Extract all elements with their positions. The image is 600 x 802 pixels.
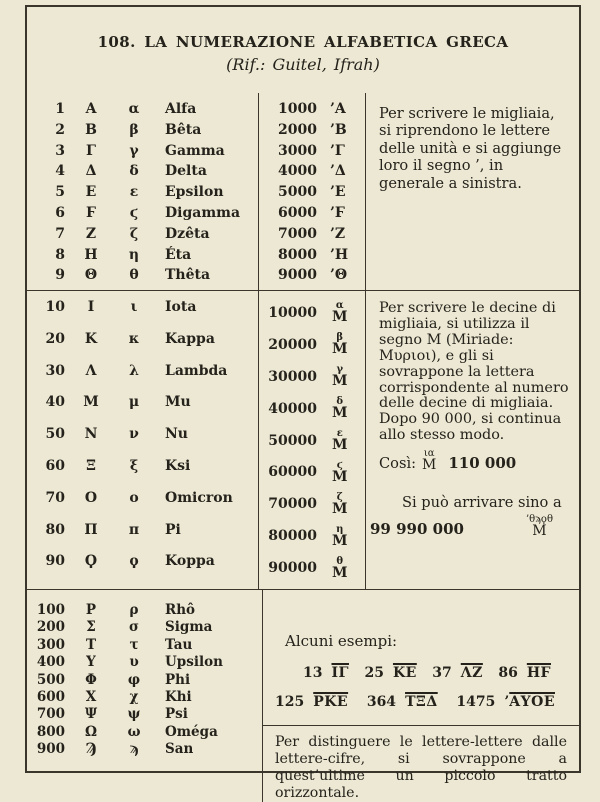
greek-letter-name: Nu (165, 426, 188, 443)
greek-uppercase: Κ (84, 330, 98, 347)
greek-lowercase: β (129, 121, 139, 138)
greek-letter-name: Gamma (165, 142, 225, 159)
greek-uppercase: Τ (85, 636, 97, 653)
number-value: 7 (55, 225, 65, 242)
table-row (27, 226, 258, 247)
table-row (27, 267, 258, 288)
myriads-column (258, 291, 365, 589)
greek-lowercase: α (128, 101, 140, 117)
greek-lowercase: μ (128, 394, 140, 411)
thousand-value: 8000 (278, 246, 317, 263)
greek-lowercase: ν (129, 426, 139, 443)
greek-uppercase: Χ (85, 688, 97, 705)
number-value: 500 (36, 671, 65, 688)
number-value: 900 (36, 741, 65, 758)
limit-base-letter: M (532, 523, 547, 540)
greek-lowercase: ζ (129, 225, 139, 242)
myriad-example (366, 449, 579, 472)
thousand-symbol: ’Ϝ (330, 204, 345, 221)
example-number: 25 (364, 665, 384, 681)
units-note-text: Per scrivere le migliaia, si riprendono le lettere delle unità e si aggiunge loro il segno ’, in generale a sinistra. (379, 105, 562, 192)
greek-letter-name: Upsilon (165, 654, 223, 671)
example-item (456, 694, 555, 710)
limit-value: 99 990 000 (370, 520, 464, 539)
greek-uppercase: Ρ (85, 602, 97, 618)
myriad-symbol (332, 461, 348, 484)
myriad-symbol (332, 333, 348, 356)
table-row (27, 602, 262, 619)
table-row (27, 394, 258, 426)
thousand-value: 6000 (278, 204, 317, 221)
greek-letter-name: Alfa (165, 101, 197, 117)
myriad-symbol (332, 557, 348, 580)
example-label: Così: (379, 455, 417, 473)
thousand-value: 5000 (278, 184, 317, 201)
greek-lowercase: ϛ (129, 204, 139, 221)
table-row (259, 226, 365, 247)
myriad-value: 60000 (268, 464, 317, 481)
myriad-value: 70000 (268, 496, 317, 513)
greek-lowercase: λ (129, 362, 139, 379)
example-keraia-prefix: ’ (504, 694, 510, 710)
examples-row-2 (263, 681, 579, 710)
greek-letter-name: Ksi (165, 457, 191, 474)
table-row (27, 741, 262, 758)
thousand-value: 4000 (278, 163, 317, 180)
table-row (27, 205, 258, 226)
units-note-panel (365, 93, 579, 290)
page-subtitle: (Rif.: Guitel, Ifrah) (226, 55, 380, 74)
greek-lowercase: τ (129, 636, 139, 653)
examples-heading: Alcuni esempi: (285, 632, 398, 650)
myriad-limit (366, 494, 579, 538)
number-value: 800 (36, 723, 65, 740)
example-superscript: ια (423, 448, 435, 460)
greek-lowercase: θ (129, 267, 139, 284)
greek-lowercase: φ (127, 671, 141, 688)
greek-uppercase: Ξ (86, 457, 96, 474)
example-greek-letters: ΑΥΟΕ (509, 694, 555, 710)
table-row (259, 163, 365, 184)
myriad-value: 30000 (268, 368, 317, 385)
table-row (27, 122, 258, 143)
greek-uppercase: Υ (86, 654, 96, 671)
greek-lowercase: δ (129, 163, 139, 180)
number-value: 100 (36, 602, 65, 618)
greek-uppercase: Θ (84, 267, 98, 284)
table-row (27, 522, 258, 554)
table-row (27, 672, 262, 689)
table-row (27, 619, 262, 636)
example-greek-letters: $\overline{\Lambda Z}$ (460, 665, 483, 681)
greek-uppercase: Λ (85, 362, 97, 379)
greek-letter-name: Éta (165, 246, 192, 263)
greek-letter-name: Phi (165, 671, 191, 688)
greek-lowercase: κ (128, 330, 140, 347)
table-row (27, 637, 262, 654)
greek-uppercase: Ζ (85, 225, 97, 242)
table-row (259, 184, 365, 205)
example-item (432, 665, 483, 681)
greek-letter-name: Epsilon (165, 184, 224, 201)
example-greek-letters: $\overline{KE}$ (392, 665, 417, 681)
greek-uppercase: Η (84, 246, 98, 263)
greek-lowercase: ξ (129, 457, 139, 474)
thousand-symbol: ’Ε (330, 184, 346, 201)
table-row (27, 458, 258, 490)
table-row (259, 101, 365, 122)
example-greek-letters: $\overline{PKE}$ (313, 694, 349, 710)
greek-letter-name: Rhô (165, 602, 196, 618)
limit-row (366, 515, 579, 538)
greek-letter-name: Sigma (165, 619, 213, 636)
number-value: 4 (55, 163, 65, 180)
example-number: 37 (432, 665, 452, 681)
number-value: 2 (55, 121, 65, 138)
section-tens (27, 291, 579, 590)
greek-lowercase: ω (127, 723, 141, 740)
example-greek-letters: $\overline{HϜ}$ (526, 665, 551, 681)
greek-letter-name: San (165, 741, 194, 758)
greek-letter-name: Kappa (165, 330, 215, 347)
table-row (27, 654, 262, 671)
table-row (259, 488, 365, 520)
myriad-superscript: β (336, 332, 344, 344)
greek-lowercase: γ (129, 142, 139, 159)
greek-lowercase: π (128, 521, 140, 538)
greek-uppercase: Φ (85, 671, 97, 688)
myriad-superscript: δ (336, 396, 344, 408)
myriad-value: 50000 (268, 432, 317, 449)
table-row (259, 393, 365, 425)
greek-letter-name: Bêta (165, 121, 202, 138)
example-number: 364 (366, 694, 397, 710)
thousand-value: 9000 (278, 267, 317, 284)
number-value: 20 (45, 330, 65, 347)
table-row (27, 689, 262, 706)
table-row (259, 552, 365, 584)
myriad-base-letter: M (332, 564, 348, 581)
number-value: 200 (36, 619, 65, 636)
greek-uppercase: Π (84, 521, 98, 538)
myriad-base-letter: M (332, 405, 348, 422)
units-letter-table (27, 93, 258, 290)
greek-letter-name: Koppa (165, 553, 215, 570)
table-row (259, 456, 365, 488)
greek-lowercase: ϙ (129, 553, 139, 570)
myriad-symbol (332, 429, 348, 452)
table-row (259, 205, 365, 226)
table-row (27, 299, 258, 331)
table-row (259, 297, 365, 329)
example-number: 86 (498, 665, 518, 681)
myriad-base-letter: M (332, 309, 348, 326)
table-row (259, 329, 365, 361)
number-value: 80 (45, 521, 65, 538)
greek-uppercase: Ε (85, 184, 97, 201)
number-value: 6 (55, 204, 65, 221)
greek-letter-name: Omicron (165, 489, 233, 506)
example-number: 13 (303, 665, 323, 681)
number-value: 70 (45, 489, 65, 506)
greek-uppercase: Δ (85, 163, 97, 180)
section-hundreds (27, 590, 579, 801)
table-row (27, 331, 258, 363)
greek-uppercase: Β (85, 121, 97, 138)
greek-lowercase: σ (129, 619, 139, 636)
page-header (27, 7, 579, 93)
hundreds-letter-table (27, 590, 262, 802)
greek-lowercase: υ (129, 654, 139, 671)
number-value: 5 (55, 184, 65, 201)
myriad-base-letter: M (332, 532, 348, 549)
table-row (27, 553, 258, 585)
table-row (259, 361, 365, 393)
greek-letter-name: Dzêta (165, 225, 210, 242)
greek-uppercase: Ψ (84, 706, 98, 723)
myriad-symbol (332, 301, 348, 324)
example-item (498, 665, 551, 681)
number-value: 10 (45, 299, 65, 315)
table-row (27, 184, 258, 205)
myriad-symbol (332, 493, 348, 516)
myriad-superscript: θ (336, 555, 344, 567)
myriad-superscript: α (335, 300, 344, 312)
greek-letter-name: Delta (165, 163, 207, 180)
example-item (303, 665, 349, 681)
number-value: 9 (55, 267, 65, 284)
table-row (259, 143, 365, 164)
table-row (259, 267, 365, 288)
thousand-value: 2000 (278, 121, 317, 138)
greek-uppercase: Ν (84, 426, 98, 443)
number-value: 1 (55, 101, 65, 117)
table-row (259, 425, 365, 457)
myriad-symbol (332, 365, 348, 388)
myriad-superscript: η (336, 523, 344, 535)
thousand-symbol: ’Δ (330, 163, 346, 180)
myriad-base-letter: M (332, 500, 348, 517)
number-value: 300 (36, 636, 65, 653)
greek-letter-name: Oméga (165, 723, 218, 740)
example-greek-letters: $\overline{T\Xi\Delta}$ (405, 694, 438, 710)
greek-lowercase: ρ (129, 602, 139, 618)
greek-uppercase: Ϝ (86, 204, 96, 221)
greek-lowercase: ο (129, 489, 139, 506)
greek-letter-name: Khi (165, 688, 192, 705)
thousand-value: 1000 (278, 101, 317, 117)
number-value: 40 (45, 394, 65, 411)
myriad-superscript: ε (336, 428, 343, 439)
greek-letter-name: Tau (165, 636, 193, 653)
limit-intro: Si può arrivare sino a (402, 494, 562, 512)
example-item (275, 694, 348, 710)
myriad-base-letter: M (332, 468, 348, 485)
greek-letter-name: Psi (165, 706, 188, 723)
myriad-value: 10000 (268, 304, 317, 321)
thousand-symbol: ’Β (330, 121, 347, 138)
greek-uppercase: Σ (86, 619, 96, 636)
greek-uppercase: Α (85, 101, 97, 117)
myriad-superscript: γ (336, 364, 344, 376)
greek-uppercase: Ι (87, 299, 95, 315)
example-result: 110 000 (448, 454, 517, 473)
tens-note-panel (365, 291, 579, 589)
number-value: 400 (36, 654, 65, 671)
myriad-value: 80000 (268, 528, 317, 545)
myriad-superscript: ϛ (336, 459, 343, 471)
thousand-value: 7000 (278, 225, 317, 242)
myriad-superscript: ζ (336, 491, 343, 503)
examples-panel (262, 590, 579, 802)
myriad-base-letter: M (332, 341, 348, 358)
myriad-symbol (332, 525, 348, 548)
number-value: 30 (45, 362, 65, 379)
greek-uppercase: Ω (84, 723, 98, 740)
table-row (27, 101, 258, 122)
greek-lowercase: ϡ (129, 741, 139, 758)
tens-note-text: Per scrivere le decine di migliaia, si utilizza il segno M (Miriade: Μυριοι), e gli si sovrappone la lettera corrispondente al numero delle decine di migliaia. Dopo 90 000, si continua allo stesso modo. (379, 300, 569, 444)
greek-uppercase: Ϡ (85, 741, 97, 758)
page-frame (25, 5, 581, 801)
greek-uppercase: Ο (84, 489, 98, 506)
thousand-value: 3000 (278, 142, 317, 159)
table-row (27, 490, 258, 522)
example-item (364, 665, 416, 681)
table-row (27, 724, 262, 741)
myriad-symbol (332, 397, 348, 420)
greek-letter-name: Digamma (165, 204, 241, 221)
number-value: 60 (45, 457, 65, 474)
greek-lowercase: ι (130, 299, 138, 315)
greek-lowercase: ψ (127, 706, 141, 723)
table-row (27, 247, 258, 268)
number-value: 8 (55, 246, 65, 263)
example-symbol (422, 449, 436, 472)
thousands-column (258, 93, 365, 290)
table-row (259, 122, 365, 143)
greek-letter-name: Mu (165, 394, 191, 411)
limit-symbol (526, 515, 553, 538)
section-units (27, 93, 579, 291)
thousand-symbol: ’Η (330, 246, 349, 263)
greek-letter-name: Pi (165, 521, 181, 538)
number-value: 90 (45, 553, 65, 570)
table-row (259, 247, 365, 268)
examples-footnote: Per distinguere le lettere-lettere dalle lettere-cifre, si sovrappone a quest’ultime un piccolo tratto orizzontale. (263, 725, 579, 802)
table-row (27, 163, 258, 184)
thousand-symbol: ’Ζ (330, 225, 346, 242)
example-number: 1475 (456, 694, 496, 710)
page-title: 108. LA NUMERAZIONE ALFABETICA GRECA (97, 33, 509, 51)
example-item (367, 694, 438, 710)
greek-uppercase: Γ (86, 142, 96, 159)
myriad-base-letter: M (332, 437, 348, 453)
myriad-value: 20000 (268, 336, 317, 353)
myriad-base-letter: M (332, 373, 348, 390)
greek-letter-name: Thêta (165, 267, 211, 284)
table-row (27, 426, 258, 458)
number-value: 50 (45, 426, 65, 443)
greek-letter-name: Iota (165, 299, 197, 315)
number-value: 700 (36, 706, 65, 723)
thousand-symbol: ’Α (330, 101, 346, 117)
tens-letter-table (27, 291, 258, 589)
example-base-letter: M (422, 457, 437, 474)
examples-row-1 (263, 650, 579, 681)
number-value: 3 (55, 142, 65, 159)
table-row (259, 520, 365, 552)
myriad-value: 90000 (268, 560, 317, 577)
limit-superscript: ’θϡϙθ (525, 514, 553, 526)
example-number: 125 (275, 694, 305, 710)
greek-uppercase: Μ (83, 394, 99, 411)
greek-lowercase: ε (129, 184, 139, 201)
greek-lowercase: η (128, 246, 140, 263)
thousand-symbol: ’Γ (330, 142, 345, 159)
thousand-symbol: ’Θ (330, 267, 348, 284)
example-greek-letters: $\overline{I\Gamma}$ (331, 665, 349, 681)
greek-uppercase: Ϙ (84, 553, 98, 570)
table-row (27, 363, 258, 395)
table-row (27, 706, 262, 723)
greek-letter-name: Lambda (165, 362, 228, 379)
myriad-value: 40000 (268, 400, 317, 417)
table-row (27, 143, 258, 164)
number-value: 600 (36, 688, 65, 705)
greek-lowercase: χ (129, 688, 139, 705)
